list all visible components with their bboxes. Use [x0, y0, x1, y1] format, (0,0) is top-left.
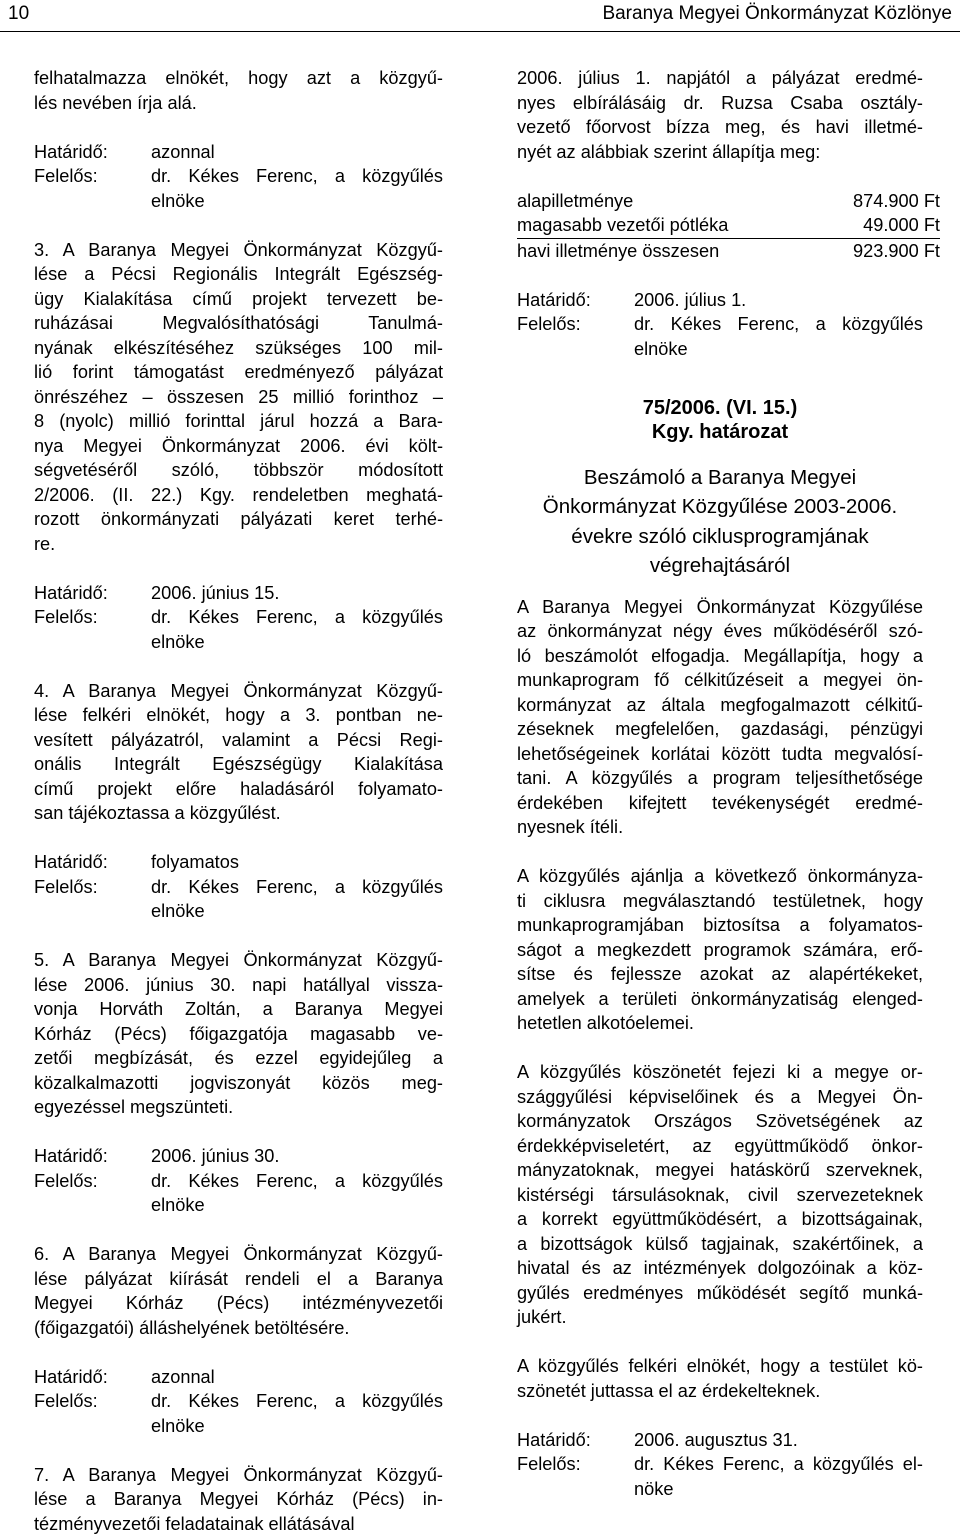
text-line: mányzatoknak, megyei hatáskörű szerveknek, [517, 1160, 923, 1180]
text-line: nya Megyei Önkormányzat 2006. évi költ- [34, 435, 443, 456]
text-line: lése 2006. június 30. napi hatállyal vissza- [34, 974, 443, 995]
report-paragraph-4 [517, 1354, 957, 1403]
text-line: nyesnek ítéli. [517, 817, 624, 837]
deadline-row: Határidő: 2006. július 1. [517, 289, 747, 310]
text-line: A közgyűlés ajánlja a következő önkormányza- [517, 866, 923, 886]
text-line: szönetét juttassa el az érdekelteknek. [517, 1380, 821, 1401]
text-line: Megyei Kórház (Pécs) intézményvezetői [34, 1293, 443, 1313]
text-line: vonja Horváth Zoltán, a Baranya Megyei [34, 999, 443, 1019]
deadline-row: Határidő: azonnal [34, 1366, 215, 1387]
text-line: onális Integrált Egészségügy Kialakítása [34, 754, 443, 774]
text-line: 7. A Baranya Megyei Önkormányzat Közgyű- [34, 1464, 443, 1485]
text-line: kistérségi társulásoknak, civil szervezeteknek [517, 1184, 923, 1205]
salary-row-allowance: magasabb vezetői pótléka 49.000 Ft [517, 213, 940, 239]
journal-title: Baranya Megyei Önkormányzat Közlönye [602, 3, 952, 24]
text-line: a korrekt együttműködésért, a bizottságainak, [517, 1209, 923, 1229]
text-line: ügy Kialakítása című projekt tervezett be- [34, 288, 443, 309]
text-line: nyának elkészítéséhez szükséges 100 mil- [34, 337, 443, 358]
responsible-row: Felelős: dr. Kékes Ferenc, a közgyűlés [34, 607, 443, 627]
text-line: végrehajtásáról [649, 554, 791, 577]
responsible-row: Felelős: dr. Kékes Ferenc, a közgyűlés [34, 1170, 443, 1191]
text-line: tézményvezetői feladatainak ellátásával [34, 1513, 355, 1534]
text-line: a bizottságok külső tagjainak, szakértőinek, a [517, 1233, 923, 1254]
text-line: 3. A Baranya Megyei Önkormányzat Közgyű- [34, 239, 443, 260]
text-line: munkaprogramjában biztosítsa a folyamatos- [517, 915, 923, 935]
intro-paragraph [34, 66, 443, 115]
text-line: amelyek a területi önkormányzatiság elenged- [517, 988, 923, 1009]
text-line: nyes elbírálásáig dr. Ruzsa Csaba osztály- [517, 92, 923, 113]
page-number: 10 [8, 3, 30, 24]
text-line: évekre szóló ciklusprogramjának [571, 524, 869, 548]
text-line: A közgyűlés felkéri elnökét, hogy a testület kö- [517, 1356, 923, 1376]
deadline-row: Határidő: 2006. augusztus 31. [517, 1429, 798, 1450]
deadline-row: Határidő: 2006. június 15. [34, 582, 280, 603]
text-line: egyezéssel megszünteti. [34, 1097, 234, 1117]
item-5 [34, 948, 443, 1120]
text-line: című projekt előre haladásáról folyamato- [34, 778, 443, 799]
report-paragraph-3 [517, 1060, 957, 1330]
text-line: 2/2006. (II. 22.) Kgy. rendeletben meghatá- [34, 484, 443, 505]
report-paragraph-2 [517, 864, 957, 1036]
text-line: tani. A közgyűlés a program teljesíthetősége [517, 768, 923, 788]
text-line: lése felkéri elnökét, hogy a 3. pontban ne- [34, 705, 443, 725]
text-line: 4. A Baranya Megyei Önkormányzat Közgyű- [34, 680, 443, 701]
text-line: (főigazgatói) álláshelyének betöltésére. [34, 1317, 350, 1338]
text-line: önrészéhez – összesen 25 millió forinthoz – [34, 386, 443, 407]
text-line: felhatalmazza elnökét, hogy azt a közgyű- [34, 68, 443, 88]
right-column: 2006. július 1. napjától a pályázat eredmé- nyes elbírálásáig dr. Ruzsa Csaba osztály- vezető főorvost bízza meg, és havi illetmé- nyét az alábbiak szerint állapítja meg: alapilletménye 874.900 Ft magasabb vezetői pótléka 49.000 Ft havi illetménye összesen 923.900 Ft Határidő: 2006. július 1. Felelős: dr. Kékes Ferenc, a közgyűlés elnöke 75/2006. (VI. 15.) Kgy. határozat Beszámoló a Baranya Megyei Önkormányzat Közgyűlése 2003-2006. évekre szóló ciklusprogramjának végrehajtásáról A Baranya Megyei Önkormányzat Közgyűlése az önkormányzat négy éves működéséről szó- ló beszámolót elfogadja. Megállapítja, hogy a munkaprogram fő célkitűzéseit a megyei ön- kormányzat az általa megfogalmazott célkitű- zéseknek megfelelően, gazdasági, pénzügyi lehetőségeinek korlátai között tudta megvalósí- tani. A közgyűlés a program teljesíthetősége érdekében kifejtett tevékenységét eredmé- nyesnek ítéli. A közgyűlés ajánlja a következő önkormányza- ti ciklusra megválasztandó testületnek, hogy munkaprogramjában biztosítsa a folyamatos- ságot a megkezdett programok számára, erő- sítse és fejlessze azokat az alapértékeket, amelyek a területi önkormányzatiság elenged- hetetlen alkotóelemei. A közgyűlés köszönetét fejezi ki a megye or- szággyűlési képviselőinek és a Megyei Ön- kormányzatok Országos Szövetségének az érdekképviseletért, az együttműködő önkor- mányzatoknak, megyei hatáskörű szerveknek, kistérségi társulásoknak, civil szervezeteknek a korrekt együttműködésért, a bizottságainak, a bizottságok külső tagjainak, szakértőinek, a hivatal és az intézmények dolgozóinak a köz- gyűlés eredményes működését segítő munká- jukért. A közgyűlés felkéri elnökét, hogy a testület kö- szönetét juttassa el az érdekelteknek. Határidő: 2006. augusztus 31. Felelős: dr. Kékes Ferenc, a közgyűlés el- nöke [517, 66, 957, 1501]
text-line: 2006. július 1. napjától a pályázat eredmé- [517, 68, 923, 88]
text-line: ságot a megkezdett programok számára, erő- [517, 939, 923, 960]
salary-row-base: alapilletménye 874.900 Ft [517, 190, 940, 211]
text-line: vesített pályázatról, valamint a Pécsi Regi- [34, 729, 443, 750]
text-line: re. [34, 533, 56, 554]
responsible-row: Felelős: dr. Kékes Ferenc, a közgyűlés [34, 876, 443, 897]
salary-row-total: havi illetménye összesen 923.900 Ft [517, 240, 940, 261]
text-line: lése pályázat kiírását rendeli el a Baranya [34, 1268, 443, 1289]
text-line: kormányzat az általa megfogalmazott célkitű- [517, 694, 923, 715]
responsible-row: Felelős: dr. Kékes Ferenc, a közgyűlés [34, 1391, 443, 1411]
page-header [0, 0, 960, 32]
text-line: érdekképviseletért, az együttműködő önkor- [517, 1135, 923, 1156]
text-line: munkaprogram fő célkitűzéseit a megyei ön- [517, 670, 923, 690]
text-line: gyűlés eredményes működését segítő munká- [517, 1282, 923, 1303]
text-line: lése a Baranya Megyei Kórház (Pécs) in- [34, 1489, 443, 1509]
text-line: vezető főorvost bízza meg, és havi illetmé- [517, 117, 923, 137]
text-line: nyét az alábbiak szerint állapítja meg: [517, 141, 821, 162]
text-line: lehetőségeinek korlátai között tudta megvalósí- [517, 743, 923, 764]
text-line: hetetlen alkotóelemei. [517, 1013, 694, 1033]
text-line: az önkormányzat négy éves működéséről szó- [517, 621, 923, 641]
item-6 [34, 1242, 443, 1340]
text-line: A közgyűlés köszönetét fejezi ki a megye or- [517, 1062, 923, 1082]
text-line: Beszámoló a Baranya Megyei [583, 465, 857, 489]
text-line: Önkormányzat Közgyűlése 2003-2006. [542, 495, 898, 518]
left-column: felhatalmazza elnökét, hogy azt a közgyű- lés nevében írja alá. Határidő: azonnal Felelős: dr. Kékes Ferenc, a közgyűlés elnöke 3. A Baranya Megyei Önkormányzat Közgyű- lése a Pécsi Regionális Integrált Egészség- ügy Kialakítása című projekt tervezett be- ruházásai Megvalósíthatósági Tanulmá- nyának elkészítéséhez szükséges 100 mil- lió forint támogatást eredményező pályázat önrészéhez – összesen 25 millió forinthoz – 8 (nyolc) millió forinttal járul hozzá a Bara- nya Megyei Önkormányzat 2006. évi költ- ségvetéséről szóló, többször módosított 2/2006. (II. 22.) Kgy. rendeletben meghatá- rozott önkormányzati pályázati keret terhé- re. Határidő: 2006. június 15. Felelős: dr. Kékes Ferenc, a közgyűlés elnöke 4. A Baranya Megyei Önkormányzat Közgyű- lése felkéri elnökét, hogy a 3. pontban ne- vesített pályázatról, valamint a Pécsi Regi- onális Integrált Egészségügy Kialakítása című projekt előre haladásáról folyamato- san tájékoztassa a közgyűlést. Határidő: folyamatos Felelős: dr. Kékes Ferenc, a közgyűlés elnöke 5. A Baranya Megyei Önkormányzat Közgyű- lése 2006. június 30. napi hatállyal vissza- vonja Horváth Zoltán, a Baranya Megyei Kórház (Pécs) főigazgatója magasabb ve- zetői megbízását, és ezzel egyidejűleg a közalkalmazotti jogviszonyát közös meg- egyezéssel megszünteti. Határidő: 2006. június 30. Felelős: dr. Kékes Ferenc, a közgyűlés elnöke 6. A Baranya Megyei Önkormányzat Közgyű- lése pályázat kiírását rendeli el a Baranya Megyei Kórház (Pécs) intézményvezetői (főigazgatói) álláshelyének betöltésére. Határidő: azonnal Felelős: dr. Kékes Ferenc, a közgyűlés elnöke 7. A Baranya Megyei Önkormányzat Közgyű- lése a Baranya Megyei Kórház (Pécs) in- tézményvezetői feladatainak ellátásával [34, 66, 443, 1536]
text-line: érdekében kifejtett tevékenységét eredmé- [517, 792, 923, 813]
salary-table [517, 189, 940, 264]
resolution-kind: Kgy. határozat [651, 421, 789, 443]
responsible-row: Felelős: dr. Kékes Ferenc, a közgyűlés el- [517, 1454, 923, 1474]
text-line: jukért. [517, 1307, 567, 1327]
text-line: A Baranya Megyei Önkormányzat Közgyűlése [517, 596, 923, 617]
text-line: lése a Pécsi Regionális Integrált Egészség- [34, 264, 443, 284]
text-line: 8 (nyolc) millió forinttal járul hozzá a Bara- [34, 411, 443, 431]
text-line: zéseknek megfelelően, gazdasági, pénzügyi [517, 719, 923, 739]
report-paragraph-1 [517, 595, 957, 840]
text-line: sítse és fejlessze azokat az alapértékeket, [517, 964, 923, 984]
text-line: hivatal és az intézmények dolgozóinak a köz- [517, 1258, 923, 1278]
resolution-title [517, 463, 957, 581]
text-line: san tájékoztassa a közgyűlést. [34, 803, 281, 823]
deadline-row: Határidő: folyamatos [34, 852, 239, 872]
item-4 [34, 679, 443, 826]
text-line: zetői megbízását, és ezzel egyidejűleg a [34, 1048, 443, 1068]
text-line: lió forint támogatást eredményező pályázat [34, 362, 443, 382]
text-line: lés nevében írja alá. [34, 92, 197, 113]
salary-intro-paragraph [517, 66, 957, 164]
text-line: kormányzatok Országos Szövetségének az [517, 1111, 923, 1131]
text-line: 5. A Baranya Megyei Önkormányzat Közgyű- [34, 950, 443, 970]
text-line: közalkalmazotti jogviszonyát közös meg- [34, 1072, 443, 1093]
item-3 [34, 238, 443, 557]
text-line: rozott önkormányzati pályázati keret terhé- [34, 509, 443, 529]
deadline-row: Határidő: azonnal [34, 141, 215, 162]
deadline-row: Határidő: 2006. június 30. [34, 1146, 280, 1166]
text-line: ló beszámolót elfogadja. Megállapítja, hogy a [517, 645, 923, 666]
resolution-number: 75/2006. (VI. 15.) [642, 396, 798, 419]
text-line: 6. A Baranya Megyei Önkormányzat Közgyű- [34, 1244, 443, 1264]
responsible-row: Felelős: dr. Kékes Ferenc, a közgyűlés [517, 314, 923, 334]
text-line: ti ciklusra megválasztandó testületnek, hogy [517, 890, 923, 911]
text-line: ségvetéséről szóló, többször módosított [34, 460, 443, 480]
item-7 [34, 1463, 443, 1537]
text-line: ruházásai Megvalósíthatósági Tanulmá- [34, 313, 443, 333]
text-line: Kórház (Pécs) főigazgatója magasabb ve- [34, 1023, 443, 1044]
responsible-row: Felelős: dr. Kékes Ferenc, a közgyűlés [34, 166, 443, 186]
text-line: szággyűlési képviselőinek és a Megyei Ön- [517, 1086, 923, 1107]
